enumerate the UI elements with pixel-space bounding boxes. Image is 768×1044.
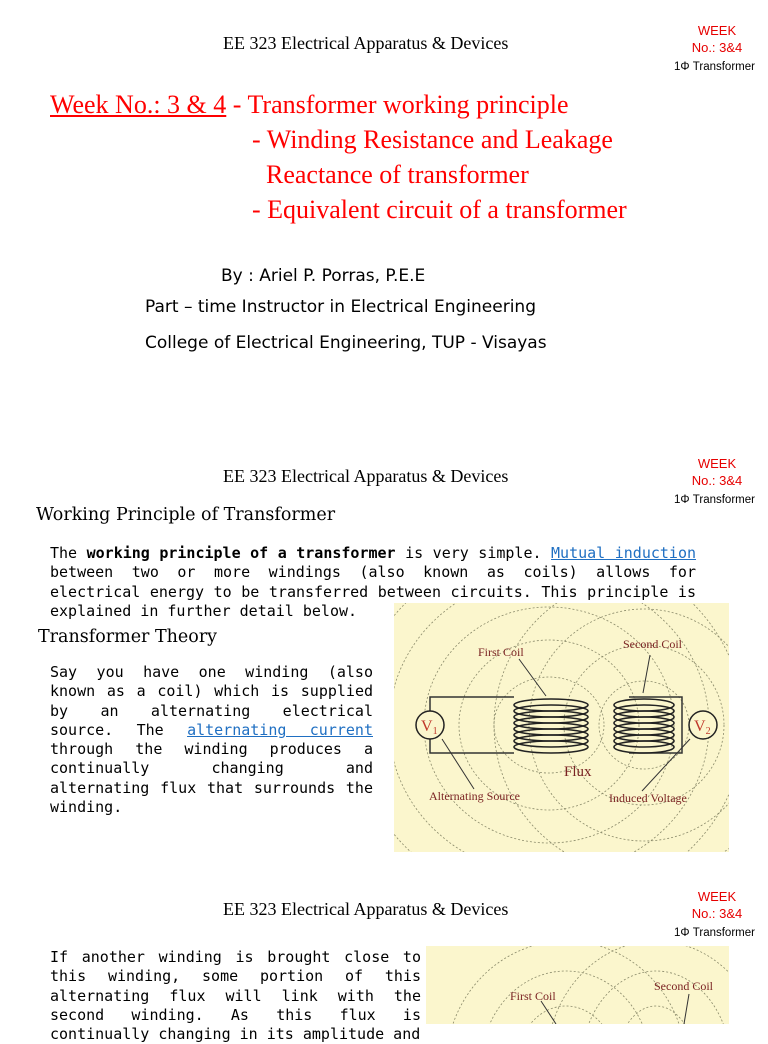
second-coil-label-2: Second Coil: [654, 979, 713, 993]
alternating-source-label: Alternating Source: [429, 789, 520, 803]
author-college: College of Electrical Engineering, TUP - Visayas: [145, 333, 547, 353]
transformer-figure: [394, 603, 729, 852]
first-coil-label: First Coil: [478, 645, 524, 659]
phase-label: 1Φ Transformer: [674, 61, 755, 73]
week-tag-3-line2: No.: 3&4: [691, 906, 743, 921]
week-tag-3-line1: WEEK: [697, 889, 737, 904]
v2-label: V2: [694, 718, 711, 737]
transformer-diagram-2: [426, 946, 729, 1024]
flux-label: Flux: [564, 764, 592, 780]
second-coil-label: Second Coil: [623, 637, 682, 651]
course-title-2: EE 323 Electrical Apparatus & Devices: [223, 466, 509, 486]
subheading-theory: Transformer Theory: [38, 627, 218, 647]
phase-label-2: 1Φ Transformer: [674, 494, 755, 506]
week-label: Week No.: 3 & 4: [50, 90, 227, 119]
week-tag: [687, 22, 747, 56]
author-name: By : Ariel P. Porras, P.E.E: [221, 266, 426, 286]
v1-label: V1: [421, 718, 438, 737]
bold-phrase: working principle of a transformer: [86, 544, 396, 562]
intro-paragraph: The working principle of a transformer is very simple. Mutual induction between two or more windings (also known as coils) allows for electrical energy to be transferred between circuits. This principle is explained in further detail below.: [50, 544, 697, 620]
week-tag-2-line1: WEEK: [697, 456, 737, 471]
topic-2: - Winding Resistance and Leakage: [252, 125, 613, 154]
second-coil-icon: [614, 699, 674, 753]
flux-linkage-paragraph: If another winding is brought close to this winding, some portion of this alternating flux will link with the second winding. As this flux is continually changing in its amplitude and: [50, 948, 421, 1044]
week-tag-3: [687, 888, 747, 922]
topic-3: - Equivalent circuit of a transformer: [252, 195, 627, 224]
mutual-induction-link[interactable]: Mutual induction: [551, 544, 697, 562]
week-tag-2-line2: No.: 3&4: [691, 473, 743, 488]
topic-1: - Transformer working principle: [226, 90, 569, 119]
topic-2b: Reactance of transformer: [266, 160, 529, 189]
induced-voltage-label: Induced Voltage: [609, 791, 687, 805]
first-coil-label-2: First Coil: [510, 989, 556, 1003]
transformer-diagram: [394, 603, 729, 852]
week-tag-line1: WEEK: [697, 23, 737, 38]
course-title-3: EE 323 Electrical Apparatus & Devices: [223, 899, 509, 919]
section-heading: Working Principle of Transformer: [36, 505, 336, 525]
title-line-1: [50, 90, 569, 120]
alternating-current-link[interactable]: alternating current: [187, 720, 373, 739]
author-role: Part – time Instructor in Electrical Engineering: [145, 297, 536, 317]
week-tag-2: [687, 455, 747, 489]
course-title: EE 323 Electrical Apparatus & Devices: [223, 33, 509, 53]
transformer-figure-2: [426, 946, 729, 1024]
theory-paragraph: Say you have one winding (also known as a coil) which is supplied by an alternating electrical source. The alternating current through the winding produces a continually changing and alternating flux that surrounds the winding.: [50, 663, 373, 817]
week-tag-line2: No.: 3&4: [691, 40, 743, 55]
phase-label-3: 1Φ Transformer: [674, 927, 755, 939]
first-coil-icon: [514, 699, 588, 753]
